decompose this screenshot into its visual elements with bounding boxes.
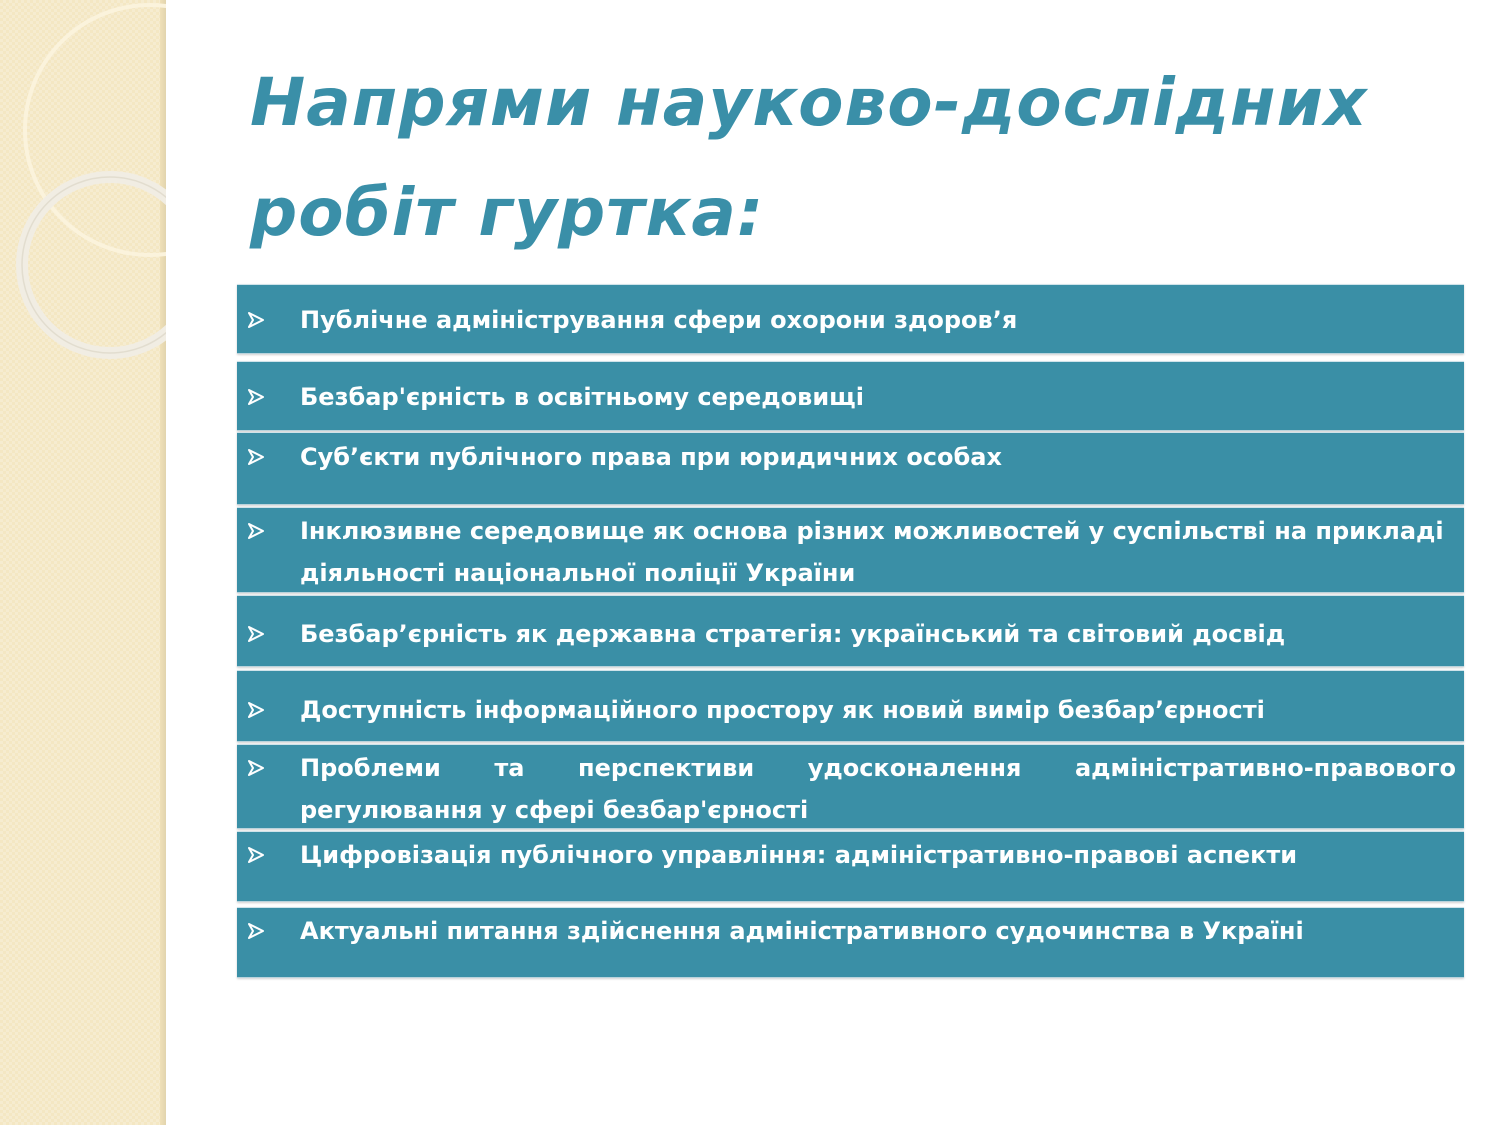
slide-title xyxy=(250,48,1450,267)
list-item xyxy=(237,907,1464,978)
list-item-text: Доступність інформаційного простору як новий вимір безбар’єрності xyxy=(300,696,1265,724)
list-item-text: Суб’єкти публічного права при юридичних особах xyxy=(300,443,1002,471)
arrow-bullet-icon xyxy=(246,758,266,778)
arrow-bullet-icon xyxy=(246,624,266,644)
arrow-bullet-icon xyxy=(246,310,266,330)
list-item xyxy=(237,670,1464,742)
arrow-bullet-icon xyxy=(246,387,266,407)
title-line-1: Напрями науково-дослідних xyxy=(250,64,1368,141)
title-line-2: робіт гуртка: xyxy=(250,173,765,251)
list-item-text: Безбар’єрність як державна стратегія: український та світовий досвід xyxy=(300,620,1286,648)
arrow-bullet-icon xyxy=(246,845,266,865)
list-item-text: Актуальні питання здійснення адміністративного судочинства в Україні xyxy=(300,917,1304,945)
list-item xyxy=(237,595,1464,667)
arrow-bullet-icon xyxy=(246,521,266,541)
list-item xyxy=(237,284,1464,354)
list-item xyxy=(237,432,1464,505)
list-item-text: Інклюзивне середовище як основа різних можливостей у суспільстві на прикладі діяльності національної поліції України xyxy=(300,517,1444,587)
arrow-bullet-icon xyxy=(246,921,266,941)
list-item xyxy=(237,507,1464,593)
list-item xyxy=(237,361,1464,431)
arrow-bullet-icon xyxy=(246,447,266,467)
list-item-text: Публічне адміністрування сфери охорони здоров’я xyxy=(300,306,1018,334)
list-item-text: Проблеми та перспективи удосконалення адміністративно-правового регулювання у сфері безбар'єрності xyxy=(300,754,1456,824)
list-item-text: Безбар'єрність в освітньому середовищі xyxy=(300,383,864,411)
arrow-bullet-icon xyxy=(246,700,266,720)
decorative-rings xyxy=(0,0,166,420)
list-item xyxy=(237,831,1464,902)
list-item xyxy=(237,744,1464,829)
list-item-text: Цифровізація публічного управління: адміністративно-правові аспекти xyxy=(300,841,1298,869)
